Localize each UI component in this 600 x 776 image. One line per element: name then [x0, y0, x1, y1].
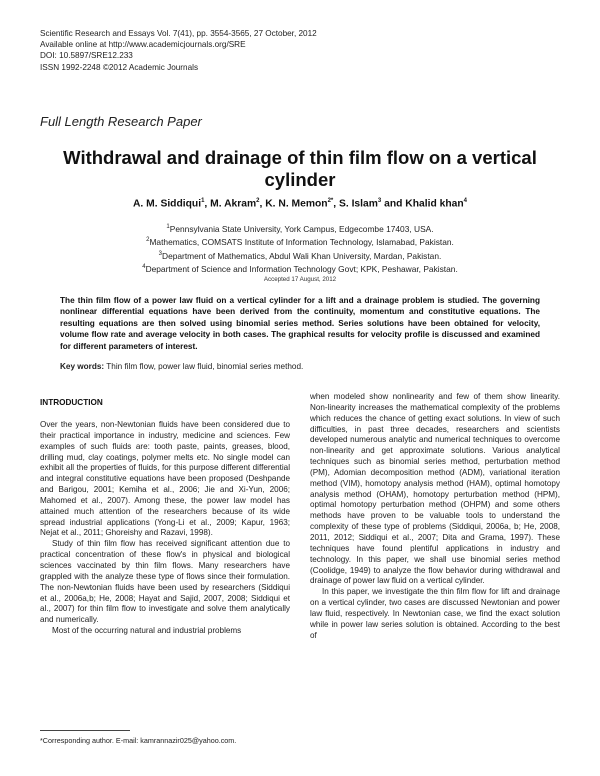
affiliation-text: Mathematics, COMSATS Institute of Information Technology, Islamabad, Pakistan.	[149, 237, 454, 248]
affiliation-text: Department of Mathematics, Abdul Wali Khan University, Mardan, Pakistan.	[162, 250, 442, 261]
keywords	[60, 361, 540, 372]
paragraph: Study of thin film flow has received significant attention due to practical concentration of these flow's in physical and biological sciences vaccinated by thin film flows. Many researchers have grappled with the analyze these type of flows since their formulation. The non-Newtonian fluids have been used by researchers (Siddiqui et al., 2006a,b; He, 2008; Hayat and Sajid, 2007, 2008; Siddiqui et al., 2007) for thin film flow to investigate and solve them analytically and numerically.	[40, 539, 290, 625]
affiliation	[40, 235, 560, 248]
column-left	[40, 420, 290, 637]
accepted-date: Accepted 17 August, 2012	[263, 276, 337, 283]
author-sup: 4	[463, 198, 467, 204]
column-right	[310, 392, 560, 641]
affiliation	[40, 222, 560, 235]
abstract: The thin film flow of a power law fluid on a vertical cylinder for a lift and a drainage problem is studied. The governing nonlinear differential equations have been derived from the continuity, momentum and constitutive equations. The resulting equations are then solved using binomial series method. Series solutions have been obtained for velocity, volume flow rate and average velocity in both cases. The graphical results for velocity profile is discussed and examined for different parameters of interest.	[60, 296, 540, 351]
author-name: K. N. Memon	[265, 198, 328, 210]
corresponding-author-footnote: *Corresponding author. E-mail: kamrannazir025@yahoo.com.	[40, 736, 237, 745]
author-list	[40, 198, 560, 209]
paragraph: when modeled show nonlinearity and few of them show linearity. Non-linearity increases the mathematical complexity of the problems which reduces the chance of getting exact solutions. In view of such difficulties, in past three decades, researchers and scientists developed numerous analytic and numerical techniques to overcome non-linearity and get approximate solutions. Various analytical techniques such as binomial series method, perturbation method (PM), Adomian decomposition method (ADM), variational iteration method (VIM), homotopy analysis method (HAM), optimal homotopy analysis method (OHAM), homotopy perturbation method (HPM), optimal homotopy perturbation method (OHPM) and some others methods have proven to be valuable tools to understand the complexity of these type of problems (Siddiqui, 2006a, b; He, 2008, 2011, 2012; Siddiqui et al., 2007; Dita and Grama, 1997). These techniques have found plentiful applications in industry and technology. In this paper, we shall use binomial series method (Coolidge, 1949) to analyze the flow behavior during withdrawal and drainage of power law fluid on a vertical cylinder.	[310, 392, 560, 586]
journal-doi: DOI: 10.5897/SRE12.233	[40, 51, 133, 61]
paper-title: Withdrawal and drainage of thin film flow on a vertical cylinder	[63, 147, 537, 190]
affiliation-sup: 4	[142, 263, 146, 270]
affiliation-sup: 3	[158, 250, 163, 257]
journal-info	[40, 28, 317, 73]
affiliation	[40, 249, 560, 262]
author-name: Khalid khan	[405, 198, 464, 210]
affiliation-sup: 2	[146, 237, 150, 244]
author-sup: 2	[256, 198, 260, 204]
keywords-label: Key words:	[60, 362, 105, 371]
paragraph: Most of the occurring natural and industrial problems	[52, 626, 242, 636]
affiliation-text: Department of Science and Information Technology Govt; KPK, Peshawar, Pakistan.	[145, 263, 458, 274]
author-separator: and	[381, 198, 406, 210]
author-name: S. Islam	[338, 198, 378, 210]
author-sup: 1	[201, 198, 205, 204]
section-heading-introduction: INTRODUCTION	[40, 398, 103, 407]
journal-url: Available online at http://www.academicjournals.org/SRE	[40, 40, 246, 50]
journal-citation: Scientific Research and Essays Vol. 7(41), pp. 3554-3565, 27 October, 2012	[40, 29, 317, 38]
affiliation-text: Pennsylvania State University, York Campus, Edgecombe 17403, USA.	[169, 223, 434, 234]
footnote-divider	[40, 730, 130, 731]
paper-type: Full Length Research Paper	[40, 114, 202, 129]
paragraph: In this paper, we investigate the thin film flow for lift and drainage on a vertical cylinder, two cases are discussed Newtonian and power law fluid, respectively. In Newtonian case, we find the exact solution while in power law series solution is obtained. According to the best of	[310, 587, 560, 640]
journal-issn: ISSN 1992-2248 ©2012 Academic Journals	[40, 62, 199, 72]
author-name: M. Akram	[210, 198, 257, 210]
paragraph: Over the years, non-Newtonian fluids have been considered due to their practical importance in industry, medicine and sciences. Few examples of such fluids are: tooth paste, paints, greases, blood, drilling mud, clay coatings, polymer melts etc. No single model can exhibit all the properties of fluids, for this purpose different differential and integral constitutive equations have been proposed (Deshpande and Barigou, 2001; Kemiha et al., 2006; Jie and Xi-Yun, 2006; Mahomed et al., 2007). Among these, the power law model has attained much attention of the researchers because of its wide spread industrial applications (Yong-Li et al., 2009; Kapur, 1963; Nejat et al., 2011; Ghoreishy and Razavi, 1998).	[40, 420, 290, 538]
author-separator: ,	[259, 198, 266, 210]
author-separator: ,	[333, 198, 339, 210]
affiliation	[40, 262, 560, 275]
affiliation-sup: 1	[166, 224, 170, 230]
author-separator: ,	[204, 198, 211, 210]
author-sup: 3	[377, 198, 382, 204]
keywords-text: Thin film flow, power law fluid, binomial series method.	[104, 362, 304, 371]
affiliations	[40, 222, 560, 275]
author-sup: 2*	[327, 198, 334, 204]
author-name: A. M. Siddiqui	[133, 198, 202, 210]
